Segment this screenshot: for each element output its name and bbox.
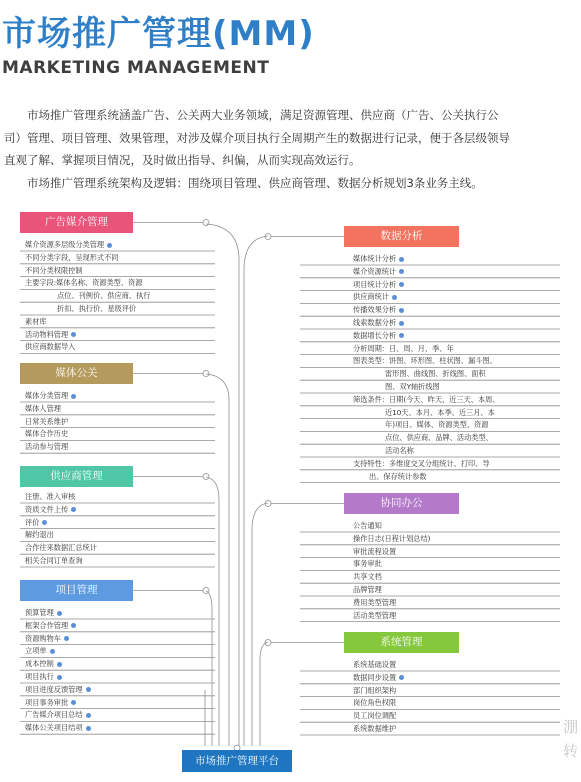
tree-item-label: 广告媒介项目总结 [25, 710, 83, 720]
info-dot-icon [399, 321, 404, 326]
tree-item [353, 724, 396, 734]
tree-item-label: 岗位角色权限 [353, 698, 397, 708]
connector-node [203, 371, 209, 377]
tree-item-label: 合作往来数据汇总统计 [25, 543, 97, 553]
info-dot-icon [392, 295, 397, 300]
tree-item-label: 数据同步设置 [353, 672, 397, 682]
info-dot-icon [399, 308, 404, 313]
tree-item-label: 数据增长分析 [353, 330, 397, 340]
tree-item-label: 近10天、本月、本季、近三月、本 [385, 407, 495, 417]
info-dot-icon [71, 332, 76, 337]
intro-paragraph: 市场推广管理系统架构及逻辑：围绕项目管理、供应商管理、数据分析规划3条业务主线。 [27, 175, 483, 190]
connector-node [203, 220, 209, 226]
tree-item [353, 711, 396, 721]
tree-item [385, 408, 495, 418]
tree-item-label: 图表类型：饼图、环形图、柱状图、漏斗图、 [353, 356, 497, 366]
tree-item [25, 317, 47, 327]
info-dot-icon [107, 243, 112, 248]
tree-item [25, 330, 76, 340]
tree-item-label: 年)项目、媒体、资源类型、资源 [385, 420, 489, 430]
tree-item-label: 活动类型管理 [353, 610, 397, 620]
tree-item-label: 媒介资源多层级分类管理 [25, 240, 105, 249]
tree-item-label: 供应商统计 [353, 292, 389, 302]
tree-item [25, 391, 76, 401]
page-subtitle: MARKETING MANAGEMENT [2, 58, 270, 78]
tree-item-label: 相关合同订单查询 [25, 556, 83, 565]
tree-item [353, 344, 454, 354]
tree-item-label: 资质文件上传 [25, 504, 69, 514]
info-dot-icon [71, 394, 76, 399]
tree-item [353, 459, 490, 469]
tree-item-label: 分析周期：日、周、月、季、年 [353, 343, 454, 353]
info-dot-icon [71, 700, 76, 705]
tree-item-label: 资源购物车 [25, 633, 61, 643]
tree-item [25, 672, 62, 682]
tree-item [25, 634, 69, 644]
group-header-left: 供应商管理 [20, 466, 133, 487]
tree-item [385, 433, 493, 443]
connector-curve [206, 374, 229, 746]
tree-item [385, 369, 486, 379]
tree-item [25, 659, 62, 669]
tree-item [353, 611, 396, 621]
tree-item [25, 723, 91, 733]
tree-item-label: 媒体合作历史 [25, 429, 69, 439]
tree-item [353, 280, 404, 290]
tree-item [25, 417, 68, 427]
tree-item [353, 356, 497, 366]
tree-item [353, 267, 404, 277]
watermark-char: 淜 [563, 718, 579, 736]
info-dot-icon [64, 636, 69, 641]
tree-item [353, 305, 404, 315]
tree-item [25, 543, 97, 553]
tree-item [57, 304, 136, 314]
tree-item [25, 278, 142, 288]
tree-item [25, 492, 75, 502]
tree-item [25, 710, 91, 720]
page-title: 市场推广管理(MM) [2, 14, 315, 54]
info-dot-icon [399, 257, 404, 262]
tree-item-label: 费用类型管理 [353, 597, 397, 607]
tree-item [25, 342, 75, 352]
tree-item [25, 518, 47, 528]
tree-item-label: 不同分类权限控制 [25, 265, 83, 275]
info-dot-icon [57, 662, 62, 667]
info-dot-icon [71, 623, 76, 628]
tree-item-label: 共享文档 [353, 572, 382, 582]
tree-item-label: 筛选条件：日期(今天、昨天、近三天、本周、 [353, 394, 500, 404]
group-header-right: 数据分析 [344, 226, 459, 247]
tree-item [353, 686, 396, 696]
tree-item [353, 521, 382, 531]
tree-item [25, 621, 76, 631]
tree-item [25, 442, 68, 452]
tree-item [25, 505, 76, 515]
connector-curve [260, 642, 268, 746]
tree-item-label: 品牌管理 [353, 585, 382, 594]
tree-item [353, 598, 396, 608]
tree-item [353, 559, 382, 569]
group-header-left: 项目管理 [20, 580, 133, 601]
tree-item-label: 项目事务审批 [25, 697, 69, 707]
info-dot-icon [86, 713, 91, 718]
connector-node [203, 474, 209, 480]
intro-paragraph: 市场推广管理系统涵盖广告、公关两大业务领域，满足资源管理、供应商（广告、公关执行公司）管理、项目管理、效果管理，对涉及媒介项目执行全周期产生的数据进行记录，便于各层级领导直观了解、掌握项目情况，及时做出指导、纠偏，从而实现高效运行。 [4, 108, 510, 167]
tree-item-label: 活动参与管理 [25, 442, 69, 452]
tree-item-label: 解约退出 [25, 530, 54, 540]
info-dot-icon [399, 675, 404, 680]
tree-item-label: 主要字段:媒体名称、资源类型、资源 [25, 278, 143, 288]
group-header-left: 广告媒介管理 [20, 212, 133, 233]
info-dot-icon [71, 507, 76, 512]
tree-item [353, 318, 404, 328]
tree-item-label: 系统基础设置 [353, 660, 397, 669]
info-dot-icon [50, 649, 55, 654]
tree-item-label: 注册、准入审核 [25, 492, 76, 501]
tree-item-label: 审批流程设置 [353, 546, 397, 556]
tree-item-label: 公告通知 [353, 521, 382, 530]
tree-item [353, 673, 404, 683]
tree-item-label: 不同分类字段，呈现形式不同 [25, 252, 119, 262]
tree-item-label: 事务审批 [353, 559, 382, 569]
info-dot-icon [42, 520, 47, 525]
tree-item-label: 点位、供应商、品牌、活动类型、 [385, 433, 493, 443]
tree-item [25, 253, 118, 263]
tree-item [25, 698, 76, 708]
tree-item-label: 媒体公关项目结项 [25, 723, 83, 733]
tree-item-label: 成本控制 [25, 659, 54, 669]
tree-item-label: 图、双Y轴折线图 [385, 382, 440, 391]
tree-item-label: 媒体分类管理 [25, 391, 69, 400]
tree-item-label: 项目执行 [25, 672, 54, 681]
tree-item-label: 媒介资源统计 [353, 266, 397, 276]
tree-item [353, 547, 396, 557]
connector-curve [206, 591, 212, 746]
tree-item-label: 员工岗位调配 [353, 711, 397, 721]
tree-item-label: 部门组织架构 [353, 685, 397, 695]
tree-item-label: 活动名称 [385, 446, 414, 455]
tree-item-label: 框架合作管理 [25, 620, 69, 630]
tree-item-label: 线索数据分析 [353, 318, 397, 327]
info-dot-icon [57, 675, 62, 680]
info-dot-icon [86, 687, 91, 692]
info-dot-icon [399, 333, 404, 338]
tree-item-label: 立项单 [25, 646, 47, 656]
tree-item [369, 472, 427, 482]
info-dot-icon [399, 282, 404, 287]
tree-item-label: 雷形图、曲线图、折线图、面积 [385, 369, 486, 379]
tree-item [353, 292, 397, 302]
tree-item-label: 出、保存统计参数 [369, 471, 427, 481]
tree-item [385, 420, 488, 430]
tree-item [353, 698, 396, 708]
tree-item-label: 折扣、执行价、星级评价 [57, 304, 137, 313]
tree-item [385, 382, 440, 392]
tree-item [25, 556, 83, 566]
tree-item [385, 446, 414, 456]
info-dot-icon [399, 269, 404, 274]
connector-curve [244, 236, 268, 746]
tree-item-label: 日常关系维护 [25, 416, 69, 426]
group-header-right: 系统管理 [344, 632, 459, 653]
tree-item-label: 操作日志(日程计划总结) [353, 533, 431, 543]
info-dot-icon [86, 726, 91, 731]
tree-item-label: 系统数据维护 [353, 724, 397, 733]
tree-item [25, 646, 55, 656]
tree-item-label: 媒体人管理 [25, 403, 61, 413]
tree-item [353, 331, 404, 341]
tree-item [353, 585, 382, 595]
tree-item [353, 254, 404, 264]
tree-item-label: 项目进度反馈管理 [25, 684, 83, 694]
tree-item [25, 685, 91, 695]
watermark-char: 转 [563, 742, 579, 760]
tree-item [353, 395, 500, 405]
tree-item-label: 点位、刊例价、供应商、执行 [57, 291, 151, 301]
tree-item [353, 534, 430, 544]
connector-curve [206, 477, 219, 746]
tree-item [25, 429, 68, 439]
tree-item [353, 660, 396, 670]
tree-item-label: 媒体统计分析 [353, 254, 397, 263]
tree-item-label: 供应商数据导入 [25, 342, 76, 352]
group-header-left: 媒体公关 [20, 363, 133, 384]
tree-item [25, 530, 54, 540]
tree-item-label: 传播效果分析 [353, 305, 397, 315]
tree-item [25, 404, 61, 414]
tree-item [25, 240, 112, 250]
tree-item-label: 项目统计分析 [353, 279, 397, 289]
tree-item [25, 608, 62, 618]
root-node: 市场推广管理平台 [182, 750, 292, 772]
tree-item-label: 活动物料管理 [25, 329, 69, 339]
tree-item-label: 素材库 [25, 316, 47, 326]
tree-item [353, 572, 382, 582]
info-dot-icon [57, 611, 62, 616]
tree-item-label: 支持特性：多维度交叉分组统计、打印、导 [353, 458, 490, 468]
tree-item [57, 291, 150, 301]
group-header-right: 协同办公 [344, 493, 459, 514]
tree-item-label: 评价 [25, 517, 40, 527]
tree-item-label: 预算管理 [25, 608, 54, 617]
tree-item [25, 266, 83, 276]
